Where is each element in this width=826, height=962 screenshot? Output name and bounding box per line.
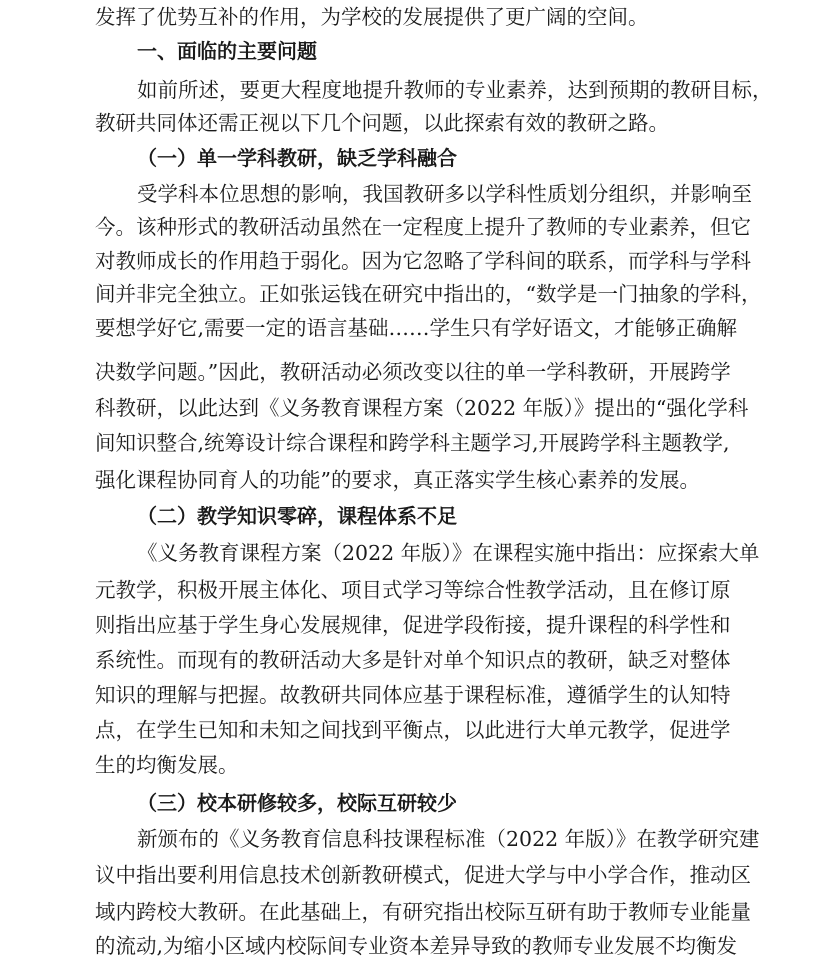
paragraph-line: 对教师成长的作用趋于弱化。因为它忽略了学科间的联系，而学科与学科: [95, 249, 751, 273]
paragraph-line: 新颁布的《义务教育信息科技课程标准（2022 年版）》在教学研究建: [137, 827, 760, 851]
paragraph-line: 决数学问题。”因此，教研活动必须改变以往的单一学科教研，开展跨学: [95, 360, 731, 384]
subsection-heading: （一）单一学科教研，缺乏学科融合: [137, 146, 457, 170]
paragraph-line: 议中指出要利用信息技术创新教研模式，促进大学与中小学合作，推动区: [95, 863, 751, 887]
section-heading: 一、面临的主要问题: [137, 39, 317, 63]
paragraph-line: 点，在学生已知和未知之间找到平衡点，以此进行大单元教学，促进学: [95, 718, 731, 742]
paragraph-line: 间并非完全独立。正如张运钱在研究中指出的，“数学是一门抽象的学科，: [95, 282, 762, 306]
paragraph-line: 则指出应基于学生身心发展规律，促进学段衔接，提升课程的科学性和: [95, 613, 731, 637]
paragraph-line: 强化课程协同育人的功能”的要求，真正落实学生核心素养的发展。: [95, 468, 700, 492]
paragraph-line: 教研共同体还需正视以下几个问题，以此探索有效的教研之路。: [95, 111, 669, 135]
paragraph-line: 如前所述，要更大程度地提升教师的专业素养，达到预期的教研目标，: [137, 78, 773, 102]
paragraph-line: 元教学，积极开展主体化、项目式学习等综合性教学活动，且在修订原: [95, 578, 731, 602]
paragraph-line: 系统性。而现有的教研活动大多是针对单个知识点的教研，缺乏对整体: [95, 648, 731, 672]
paragraph-line: 科教研，以此达到《义务教育课程方案（2022 年版）》提出的“强化学科: [95, 396, 749, 420]
paragraph-line: 受学科本位思想的影响，我国教研多以学科性质划分组织，并影响至: [137, 182, 752, 206]
paragraph-line: 今。该种形式的教研活动虽然在一定程度上提升了教师的专业素养，但它: [95, 215, 751, 239]
paragraph-line: 《义务教育课程方案（2022 年版）》在课程实施中指出：应探索大单: [137, 541, 760, 565]
paragraph-line: 的流动,为缩小区域内校际间专业资本差异导致的教师专业发展不均衡发: [95, 934, 738, 958]
paragraph-line: 生的均衡发展。: [95, 753, 239, 777]
paragraph-line: 要想学好它,需要一定的语言基础……学生只有学好语文，才能够正确解: [95, 316, 738, 340]
paragraph-line: 知识的理解与把握。故教研共同体应基于课程标准，遵循学生的认知特: [95, 683, 731, 707]
subsection-heading: （三）校本研修较多，校际互研较少: [137, 791, 457, 815]
paragraph-line: 域内跨校大教研。在此基础上，有研究指出校际互研有助于教师专业能量: [95, 900, 751, 924]
paragraph-line: 发挥了优势互补的作用，为学校的发展提供了更广阔的空间。: [95, 5, 649, 29]
subsection-heading: （二）教学知识零碎，课程体系不足: [137, 504, 457, 528]
paragraph-line: 间知识整合,统筹设计综合课程和跨学科主题学习,开展跨学科主题教学,: [95, 431, 730, 455]
